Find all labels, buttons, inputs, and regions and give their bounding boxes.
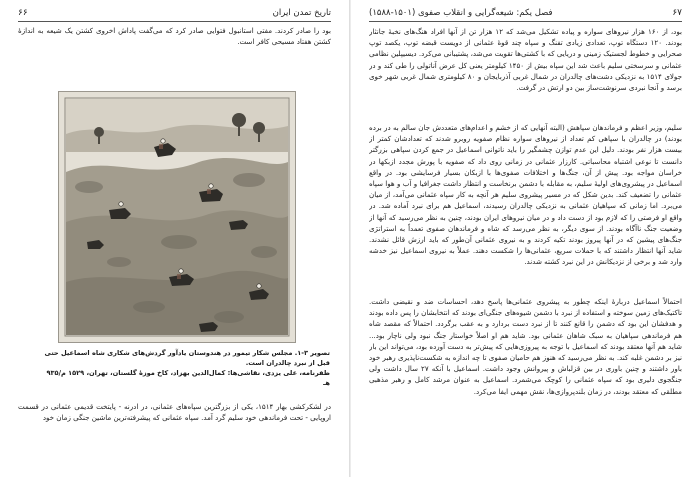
- figure-caption: تصویر ۳-۱. مجلس شکار تیمور در هندوستان یادآور گردش‌های شکاری شاه اسماعیل حتی قبل از نبرد چالدران است.: [44, 349, 330, 367]
- page-number: ۶۷: [672, 8, 682, 18]
- page-number: ۶۶: [18, 8, 28, 18]
- figure-source: ظفرنامه، علی یزدی، نقاشی‌ها: کمال‌الدین بهزاد، کاخ موزهٔ گلستان، تهران، ۱۵۲۹ م/۹۳۵ هـ: [46, 369, 330, 387]
- paragraph-3: احتمالاً اسماعیل دربارهٔ اینکه چطور به پیشروی عثمانی‌ها پاسخ دهد، احساسات ضد و نقیضی داشت. تاکتیک‌های زمین سوخته و استفاده از نبرد با دشمن شیوه‌های جنگی‌ای بودند که انتخابشان را پس داده بودند و هدفشان این بود که دشمن را قانع کنند تا از نبرد دست بردارد و به عقب برگردد. احتمالاً که مقصد شاه هم فرماندهی سپاهیان به سبک شاهان عثمانی بود. شاید هم او اصلاً خواستار جنگ نبود ولی ناچار بود... شاید هم آنها معتقد بودند که اسماعیل با توجه به پیروزی‌هایی که پیش‌تر به دست آورده بود، می‌تواند این بار نیز بر دشمن غلبه کند. به نظر می‌رسید که هنوز هم حامیان صفوی تا چه اندازه به شکست‌ناپذیری رهبر خود باور داشتند و چنین باوری در بین قزلباش و پیروانش وجود داشت. اسماعیل با آنکه ۲۷ سال داشت ولی جنگجوی دلیری بود که سپاه عثمانی را کوچک می‌شمرد. اسماعیل به عنوان مرشد کامل و رهبر مذهبی مطلقی که معتقد بودند، در زمان بلندپروازی‌ها، نقش مهمی ایفا می‌کرد.: [369, 297, 682, 396]
- left-page-header: [18, 6, 331, 20]
- figure-caption-block: [40, 348, 330, 388]
- bottom-paragraph: در لشکرکشی بهار ۱۵۱۴، یکی از بزرگترین سپاه‌های عثمانی، در ادرنه - پایتخت قدیمی عثمانی در قسمت اروپایی - تحت فرماندهی خود سلیم گرد آمد. سپاه عثمانی که پیشرفته‌ترین ماشین جنگی زمان خود: [18, 402, 332, 423]
- running-title: فصل یکم: شیعه‌گرایی و انقلاب صفوی (۱۵۰۱-۱۵۸۸): [369, 8, 553, 18]
- right-page: [351, 0, 700, 477]
- right-page-header: [369, 6, 682, 20]
- top-paragraph: بود را صادر کردند. مفتی استانبول فتوایی صادر کرد که می‌گفت پاداش اخروی کشتن یک شیعه به اندازهٔ کشتن هفتاد مسیحی کافر است.: [18, 26, 331, 47]
- running-title: تاریخ تمدن ایران: [272, 8, 331, 18]
- miniature-painting: [58, 91, 296, 343]
- paragraph-1: بود، از ۱۶۰ هزار نیروهای سواره و پیاده تشکیل می‌شد که ۱۲ هزار تن از آنها افراد هنگ‌های نخبهٔ جانثار بودند. ۱۲۰ دستگاه توپ، تعدادی زیادی تفنگ و سپاه چند قوهٔ عثمانی از دویست قبضه توپ، یکصد توپ صحرایی و خطوط لجستیک زمینی و دریایی که با کشتی‌ها تقویت می‌شد، پشتیبانی می‌کرد. دیسیپلین نظامی عثمانی و سرسختی سلیم باعث شد این سپاه بیش از ۱۴۵۰ کیلومتر یعنی کل عرض آناتولی را طی کند و در جولای ۱۵۱۴ به نزدیکی دشت‌های چالدران در شمال غربی آذربایجان و ۸۰ کیلومتری شمال غربی شهر خوی برسد و آنجا نبردی سرنوشت‌ساز بین دو ارتش در گرفت.: [369, 27, 682, 93]
- header-rule: [369, 21, 682, 22]
- header-rule: [18, 21, 331, 22]
- miniature-painting-illustration: [59, 92, 295, 342]
- paragraph-2: سلیم، وزیر اعظم و فرماندهان سپاهش (البته آنهایی که از خشم و اعدام‌های متعددش جان سالم به در برده بودند) در چالدران با سپاهی کم تعداد از نیروهای سواره نظام صفویه روبرو شدند که تعدادشان کمتر از بیست هزار نفر بودند. دلیل این عدم توازن چشمگیر را باید ناتوانی اسماعیل در جمع کردن سپاهی بزرگتر دانست تا نوعی اشتباه محاسباتی. کارزار عثمانی در زمانی روی داد که صفویه با پورش مجدد ازبکها در خراسان مواجه بود. پیش از آن، جنگ‌ها و اختلافات صفوی‌ها با ازبکان بسیار فرسایشی بود. در واقع اسماعیل در پیشروی‌های اولیهٔ سلیم، به مقابله با دشمن برنخاست و انتظار داشت جغرافیا و آب و هوا سپاه عثمانی را تضعیف کند. بدین شکل که در مسیر پیشروی سلیم هر آنچه به کار سپاه عثمانی می‌آمد، از میان می‌برد. اما زمانی که سپاهیان عثمانی به نزدیکی چالدران رسیدند، اسماعیل هم برای نبرد آماده شد. در واقع او فرصتی را که لازم بود از دست داد و در میان نیروهای ایران بودند، چنین به نظر می‌رسید که آنها از وضعیت جنگ ناآگاه بودند. از سوی دیگر، به نظر می‌رسد که شاه و فرماندهان صفوی تعمداً به استراتژی جنگ‌های پیشین که در آنها پیروز بودند تکیه کردند و به نیروی عثمانی آن‌طور که باید ارزش قائل نشدند. شاید آنها انتظار داشتند که با حملات سریع، عثمانی‌ها را شکست دهند. عملاً به نیروی اسماعیل نیز خدشه وارد شد و برخی از نزدیکانش در این نبرد کشته شدند.: [369, 123, 682, 267]
- left-page: [0, 0, 349, 477]
